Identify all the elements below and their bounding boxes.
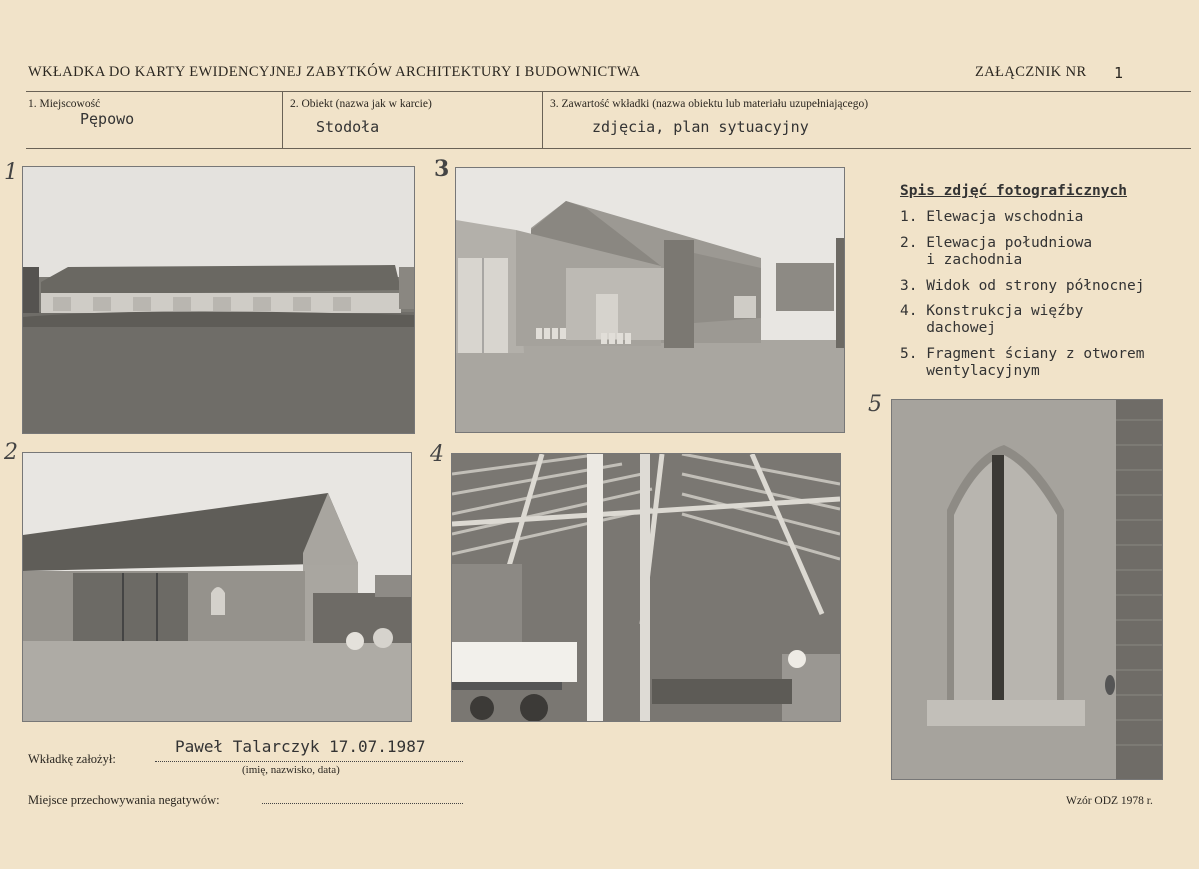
photo-east-elevation	[22, 166, 415, 434]
photo-list-item: 3. Widok od strony północnej	[900, 278, 1145, 294]
object-value: Stodoła	[316, 118, 380, 136]
content-label: 3. Zawartość wkładki (nazwa obiektu lub materiału uzupełniającego)	[550, 98, 869, 110]
photo-number-1: 1	[4, 160, 18, 185]
photo-list-item: 5. Fragment ściany z otworem wentylacyjnym	[900, 346, 1145, 379]
negatives-dotted-line	[262, 803, 463, 804]
photo-list-title: Spis zdjęć fotograficznych	[900, 183, 1127, 199]
negatives-label: Miejsce przechowywania negatywów:	[28, 793, 220, 807]
photo-number-3: 3	[434, 156, 450, 182]
locality-label: 1. Miejscowość	[28, 98, 101, 110]
locality-value: Pępowo	[80, 110, 135, 128]
photo-number-2: 2	[4, 440, 18, 465]
photo-list-item: 2. Elewacja południowa i zachodnia	[900, 235, 1093, 268]
form-label: Wzór ODZ 1978 r.	[1066, 795, 1153, 807]
content-value: zdjęcia, plan sytuacyjny	[592, 118, 809, 136]
photo-ventilation-opening	[891, 399, 1163, 780]
field-divider-1	[282, 92, 283, 148]
header-rule-bottom	[26, 148, 1191, 149]
founder-label: Wkładkę założył:	[28, 752, 116, 766]
photo-list-item: 1. Elewacja wschodnia	[900, 209, 1084, 225]
photo-roof-truss	[451, 453, 841, 722]
object-label: 2. Obiekt (nazwa jak w karcie)	[290, 98, 432, 110]
founder-hint: (imię, nazwisko, data)	[242, 764, 340, 776]
founder-value: Paweł Talarczyk 17.07.1987	[175, 737, 426, 756]
annex-label: ZAŁĄCZNIK NR	[975, 64, 1087, 80]
photo-number-4: 4	[430, 442, 444, 467]
card-title: WKŁADKA DO KARTY EWIDENCYJNEJ ZABYTKÓW ARCHITEKTURY I BUDOWNICTWA	[28, 64, 641, 80]
photo-north-view	[455, 167, 845, 433]
photo-list-item: 4. Konstrukcja więźby dachowej	[900, 303, 1084, 336]
photo-south-west-elevation	[22, 452, 412, 722]
founder-dotted-line	[155, 761, 463, 762]
field-divider-2	[542, 92, 543, 148]
header-rule-top	[26, 91, 1191, 92]
photo-number-5: 5	[868, 392, 882, 417]
annex-number: 1	[1114, 64, 1124, 82]
